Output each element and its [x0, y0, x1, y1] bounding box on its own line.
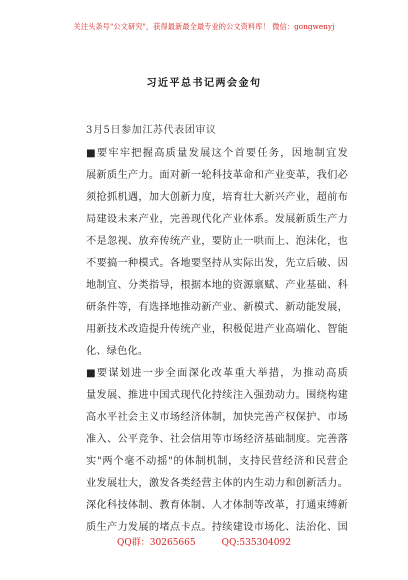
paragraph-2: [86, 363, 348, 539]
text-line-content: 地制宜、分类指导，根据本地的资源禀赋、产业基础、科: [86, 280, 348, 291]
text-line: [86, 187, 348, 209]
text-line: [86, 363, 348, 385]
text-line: [86, 165, 348, 187]
text-line: [86, 319, 348, 341]
meeting-heading: 3月5日参加江苏代表团审议: [86, 125, 217, 136]
text-line: [86, 407, 348, 429]
text-line-content: 不要搞一种模式。各地要坚持从实际出发，先立后破、因: [86, 258, 348, 269]
text-line-content: 不是忽视、放弃传统产业，要防止一哄而上、泡沫化，也: [86, 236, 348, 247]
text-line-content: 研条件等，有选择地推动新产业、新模式、新动能发展，: [86, 302, 348, 313]
text-line-content: 要谋划进一步全面深化改革重大举措，为推动高质: [96, 368, 348, 379]
document-title: 习近平总书记两会金句: [146, 78, 262, 89]
text-line: [86, 473, 348, 495]
text-line: [86, 297, 348, 319]
text-line-content: 局建设未来产业，完善现代化产业体系。发展新质生产力: [86, 214, 348, 225]
text-line-content: 要牢牢把握高质量发展这个首要任务，因地制宜发: [96, 148, 348, 159]
header-banner: 关注头条号"公文研究"，获得最新最全最专业的公文资料库！ 微信：gongwenyj: [73, 22, 335, 31]
text-line: [86, 341, 348, 363]
footer-qq-group: QQ群：30265665: [117, 538, 196, 548]
text-line-content: 量发展、推进中国式现代化持续注入强劲动力。围绕构建: [86, 390, 348, 401]
text-line-content: 实"两个毫不动摇"的体制机制，支持民营经济和民营企: [86, 456, 348, 467]
text-line: [86, 385, 348, 407]
text-line: [86, 253, 348, 275]
text-line: [86, 495, 348, 517]
footer-qq: QQ:535304092: [221, 538, 291, 548]
text-line-content: 深化科技体制、教育体制、人才体制等改革，打通束缚新: [86, 500, 348, 511]
bullet-square-icon: ■: [86, 148, 97, 159]
text-line-content: 化、绿色化。: [86, 346, 149, 357]
text-line-content: 业发展壮大，激发各类经营主体的内生动力和创新活力。: [86, 478, 348, 489]
text-line: [86, 231, 348, 253]
text-line: [86, 275, 348, 297]
text-line: [86, 451, 348, 473]
text-line-content: 展新质生产力。面对新一轮科技革命和产业变革，我们必: [86, 170, 348, 181]
text-line-content: 用新技术改造提升传统产业，积极促进产业高端化、智能: [86, 324, 348, 335]
text-line-content: 须抢抓机遇，加大创新力度，培育壮大新兴产业，超前布: [86, 192, 348, 203]
bullet-square-icon: ■: [86, 368, 97, 379]
paragraph-1: [86, 143, 348, 363]
text-line-content: 质生产力发展的堵点卡点。持续建设市场化、法治化、国: [86, 522, 348, 533]
text-line: [86, 429, 348, 451]
text-line: [86, 143, 348, 165]
text-line: [86, 209, 348, 231]
text-line-content: 准入、公平竞争、社会信用等市场经济基础制度。完善落: [86, 434, 348, 445]
text-line-content: 高水平社会主义市场经济体制，加快完善产权保护、市场: [86, 412, 348, 423]
footer-contact: [0, 535, 408, 548]
